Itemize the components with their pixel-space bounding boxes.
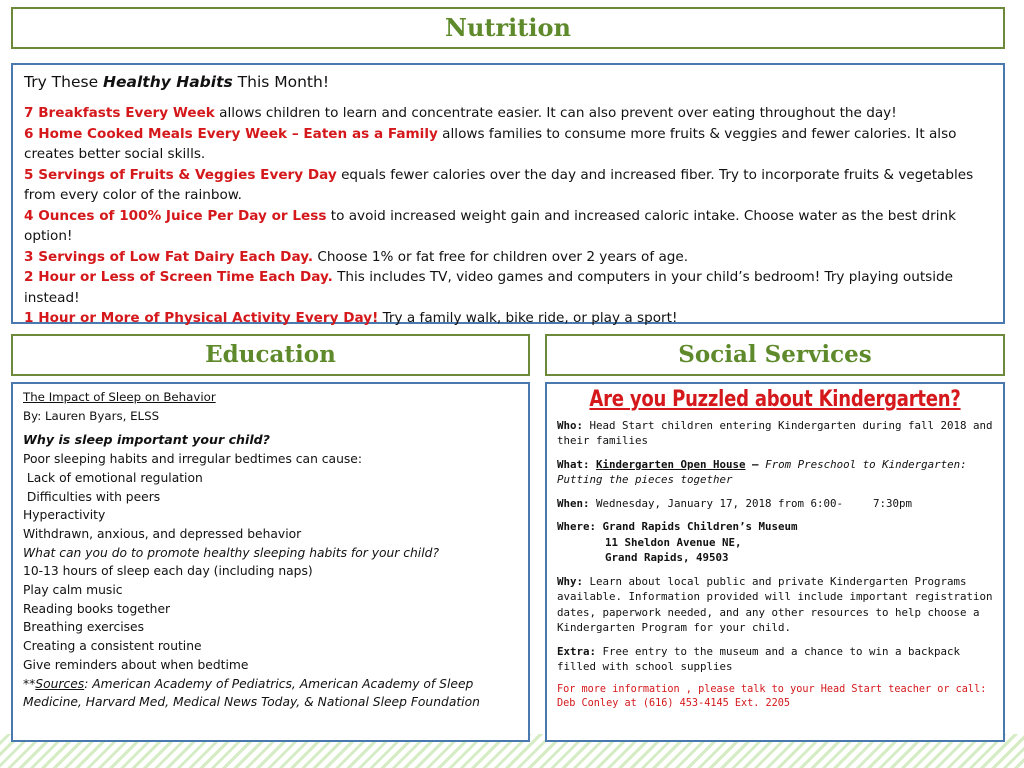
social-services-header — [545, 334, 1005, 376]
tip-line: 10-13 hours of sleep each day (including naps) — [23, 564, 313, 579]
tips-question: What can you do to promote healthy sleeping habits for your child? — [23, 545, 439, 560]
article-byline: By: Lauren Byars, ELSS — [23, 408, 160, 423]
intro-emphasis: Healthy Habits — [103, 73, 233, 91]
why-label: Why: — [557, 574, 584, 588]
effect-line: Poor sleeping habits and irregular bedtimes can cause: — [23, 452, 363, 467]
sources-label: Sources — [35, 676, 85, 691]
sleep-question: Why is sleep important your child? — [23, 432, 270, 448]
nutrition-header — [11, 7, 1005, 49]
what-block: What: Kindergarten Open House – From Preschool to Kindergarten: Putting the pieces together — [557, 457, 967, 486]
tip-line: Breathing exercises — [23, 620, 145, 635]
effect-line: Withdrawn, anxious, and depressed behavior — [23, 526, 302, 541]
social-services-panel — [545, 382, 1005, 742]
education-title: Education — [205, 341, 336, 368]
tip-line: Play calm music — [23, 583, 123, 598]
nutrition-panel — [11, 63, 1005, 324]
event-name: Kindergarten Open House — [596, 457, 746, 471]
habit-5: 3 Servings of Low Fat Dairy Each Day. Choose 1% or fat free for children over 2 years of age. — [24, 248, 689, 265]
who-label: Who: — [557, 418, 584, 432]
where-label: Where: — [557, 520, 597, 533]
habit-7: 1 Hour or More of Physical Activity Every Day! Try a family walk, bike ride, or play a sport! — [24, 310, 678, 326]
extra-label: Extra: — [557, 644, 597, 658]
effect-line: Difficulties with peers — [23, 489, 161, 504]
who-block: Who: Head Start children entering Kindergarten during fall 2018 and their families — [557, 418, 993, 447]
habit-1: 7 Breakfasts Every Week allows children to learn and concentrate easier. It can also prevent over eating throughout the day! — [24, 105, 897, 121]
article-title: The Impact of Sleep on Behavior — [23, 390, 216, 404]
habit-2: 6 Home Cooked Meals Every Week – Eaten as a Family allows families to consume more fruits & veggies and fewer calories. It also creates better social skills. — [24, 125, 957, 162]
habit-6: 2 Hour or Less of Screen Time Each Day. This includes TV, video games and computers in your child’s bedroom! Try playing outside instead! — [24, 269, 954, 306]
when-label: When: — [557, 496, 590, 510]
what-label: What: — [557, 457, 590, 471]
education-header — [11, 334, 530, 376]
education-panel — [11, 382, 530, 742]
why-block: Why: Learn about local public and private Kindergarten Programs available. Information provided will include important registration dates, paperwork needed, and any other resources to help choose a Kindergarten Program for your child. — [557, 574, 993, 634]
extra-block: Extra: Free entry to the museum and a chance to win a backpack filled with school supplies — [557, 644, 961, 673]
sources-continued: Medicine, Harvard Med, Medical News Today, & National Sleep Foundation — [23, 695, 480, 710]
when-block: When: Wednesday, January 17, 2018 from 6:00- 7:30pm — [557, 496, 913, 510]
tip-line: Give reminders about when bedtime — [23, 657, 249, 672]
where-block: Where: Grand Rapids Children’s Museum 11 Sheldon Avenue NE, Grand Rapids, 49503 — [557, 520, 798, 564]
sources: **Sources: American Academy of Pediatrics, American Academy of Sleep — [23, 676, 474, 691]
habit-3: 5 Servings of Fruits & Veggies Every Day equals fewer calories over the day and increased fiber. Try to incorporate fruits & vegetables from every color of the rainbow. — [24, 166, 974, 203]
effect-line: Hyperactivity — [23, 508, 106, 523]
tip-line: Creating a consistent routine — [23, 639, 202, 654]
social-services-title: Social Services — [678, 341, 872, 368]
contact-info: For more information , please talk to your Head Start teacher or call: Deb Conley at (616) 453-4145 Ext. 2205 — [557, 683, 987, 709]
habit-4: 4 Ounces of 100% Juice Per Day or Less to avoid increased weight gain and increased caloric intake. Choose water as the best drink option! — [24, 207, 956, 244]
tip-line: Reading books together — [23, 601, 171, 616]
nutrition-intro: Try These Healthy Habits This Month! — [24, 73, 330, 91]
kindergarten-headline: Are you Puzzled about Kindergarten? — [589, 387, 961, 412]
nutrition-title: Nutrition — [445, 13, 571, 42]
effect-line: Lack of emotional regulation — [23, 470, 203, 485]
